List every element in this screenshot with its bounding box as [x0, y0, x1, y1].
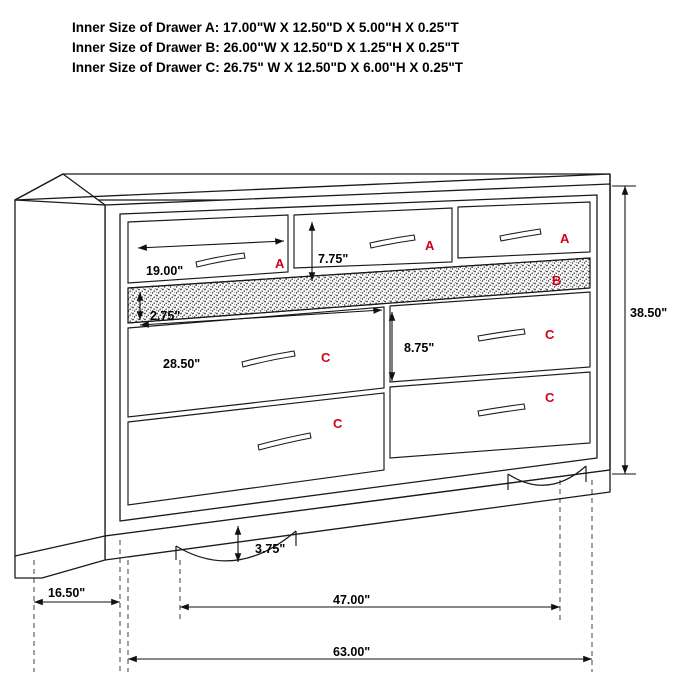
dim-7-75: 7.75" — [318, 252, 349, 266]
drawer-code-c-left-lower: C — [333, 416, 343, 431]
drawer-code-b-right: B — [552, 273, 562, 288]
dim-28-50: 28.50" — [163, 357, 201, 371]
dim-47-00: 47.00" — [333, 593, 371, 607]
spec-line-b: Inner Size of Drawer B: 26.00"W X 12.50"D X 1.25"H X 0.25"T — [72, 40, 460, 55]
drawer-code-a-right: A — [560, 231, 570, 246]
drawer-code-a-mid: A — [425, 238, 435, 253]
dim-19: 19.00" — [146, 264, 184, 278]
drawer-code-c-right-lower: C — [545, 390, 555, 405]
dim-16-50: 16.50" — [48, 586, 86, 600]
spec-line-c: Inner Size of Drawer C: 26.75" W X 12.50"D X 6.00"H X 0.25"T — [72, 60, 464, 75]
spec-line-a: Inner Size of Drawer A: 17.00"W X 12.50"D X 5.00"H X 0.25"T — [72, 20, 459, 35]
dim-63-00: 63.00" — [333, 645, 371, 659]
dim-38-50: 38.50" — [630, 306, 668, 320]
dim-3-75: 3.75" — [255, 542, 286, 556]
dim-2-75: 2.75" — [150, 309, 181, 323]
drawer-code-c-left-upper: C — [321, 350, 331, 365]
drawer-code-c-right-upper: C — [545, 327, 555, 342]
dim-8-75: 8.75" — [404, 341, 435, 355]
drawer-code-a-left: A — [275, 256, 285, 271]
